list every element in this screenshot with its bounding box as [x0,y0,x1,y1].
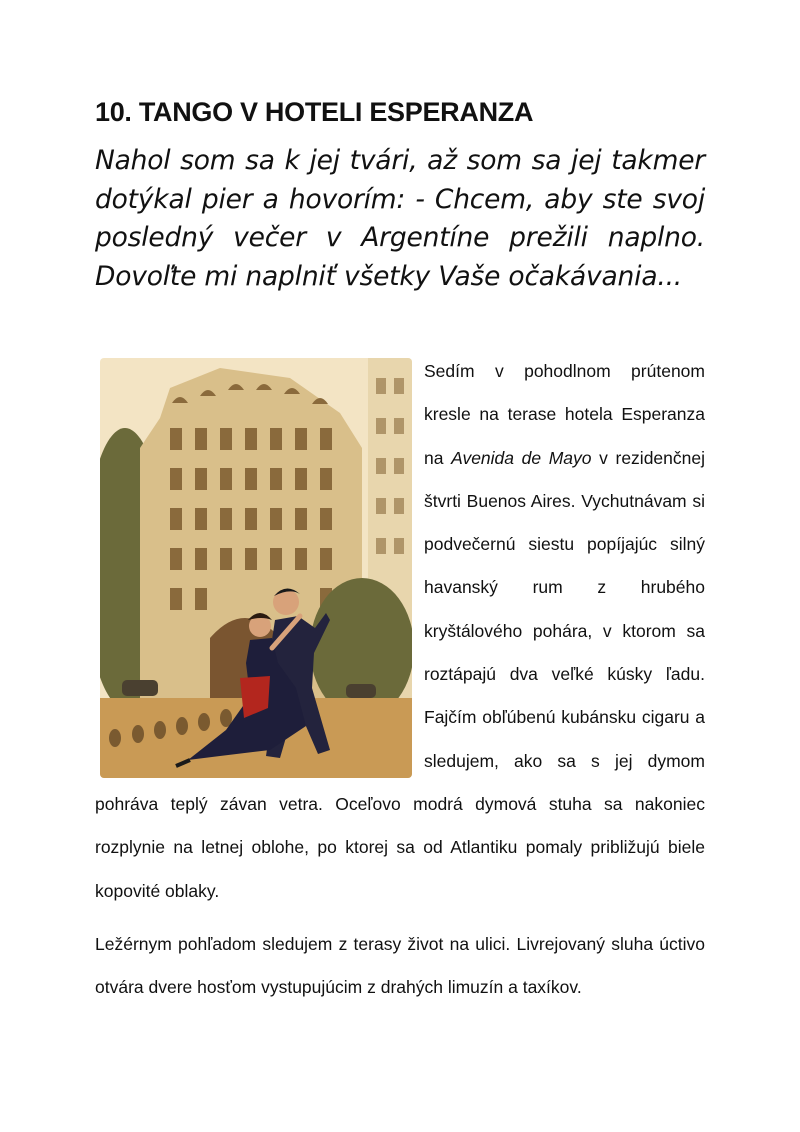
paragraph-1-text-cont: v rezidenčnej štvrti Buenos Aires. Vychutnávam si podvečernú siestu popíjajúc silný havanský rum z hrubého kryštálového pohára, v ktorom sa roztápajú dva veľké kúsky ľadu. Fajčím obľúbenú kubánsku cigaru a sledujem, ako sa s jej dymom pohráva teplý závan vetra. Oceľovo modrá dymová stuha sa nakoniec rozplynie na letnej oblohe, po ktorej sa od Atlantiku pomaly približujú biele kopovité oblaky. [95,447,705,901]
body-paragraph-2: Ležérnym pohľadom sledujem z terasy život na ulici. Livrejovaný sluha úctivo otvára dvere hosťom vystupujúcim z drahých limuzín a taxíkov. [95,934,705,998]
chapter-epigraph: Nahol som sa k jej tvári, až som sa jej takmer dotýkal pier a hovorím: - Chcem, aby ste svoj posledný večer v Argentíne prežili naplno. Dovoľte mi naplniť všetky Vaše očakávania... [95,145,705,292]
street-name: Avenida de Mayo [451,447,592,468]
body-paragraph-1 [95,350,705,913]
paragraph-1-text: Sedím v pohodlnom prútenom kresle na terase hotela Esperanza na [424,361,705,468]
chapter-title: 10. TANGO V HOTELI ESPERANZA [95,97,534,127]
illustration-drawing [100,358,412,778]
tango-hotel-illustration [100,358,412,778]
